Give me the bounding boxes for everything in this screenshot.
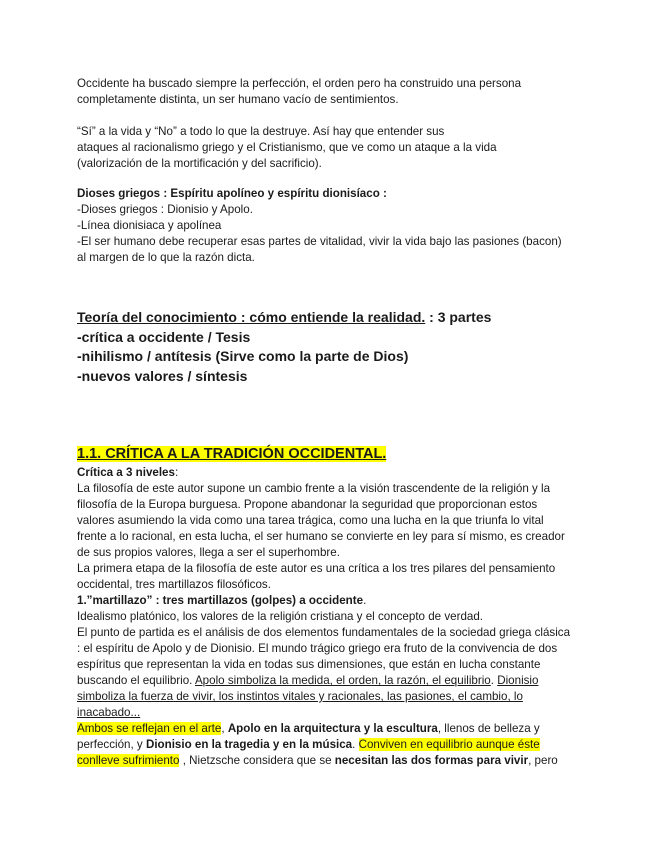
martillazo-end: . xyxy=(363,594,367,607)
text-line: completamente distinta, un ser humano vacío de sentimientos. xyxy=(77,93,399,106)
text-run: , Nietzsche considera que se xyxy=(179,754,335,767)
apolo-underlined: Apolo simboliza la medida, el orden, la razón, el equilibrio xyxy=(194,674,491,687)
martillazo-heading: 1.”martillazo” : tres martillazos (golpes) a occidente xyxy=(77,594,364,607)
text-line xyxy=(77,673,577,689)
teoria-title-line xyxy=(77,308,577,328)
text-line: -El ser humano debe recuperar esas partes de vitalidad, vivir la vida bajo las pasiones (bacon) xyxy=(77,235,562,248)
dionisio-tragedia: Dionisio en la tragedia y en la música xyxy=(145,738,353,751)
subheading-line xyxy=(77,465,577,481)
text-line: El punto de partida es el análisis de dos elementos fundamentales de la sociedad griega clásica xyxy=(77,626,571,639)
highlight-conviven: Conviven en equilibrio aunque éste xyxy=(358,738,540,751)
text-run: buscando el equilibrio. xyxy=(77,674,195,687)
text-line xyxy=(77,705,577,721)
text-line: valores asumiendo la vida como una tarea trágica, como una lucha en la que triunfa lo vital xyxy=(77,514,544,527)
text-line xyxy=(77,721,577,737)
teoria-item: -nihilismo / antítesis (Sirve como la parte de Dios) xyxy=(77,348,409,364)
teoria-title-suffix: : 3 partes xyxy=(425,309,492,325)
text-line xyxy=(77,737,577,753)
text-line: filosofía de la Europa burguesa. Propone abandonar la seguridad que proporcionan estos xyxy=(77,498,538,511)
text-run: , xyxy=(221,722,228,735)
text-line: La primera etapa de la filosofía de este autor es una crítica a los tres pilares del pensamiento xyxy=(77,562,556,575)
text-run: . xyxy=(352,738,359,751)
teoria-section xyxy=(77,308,577,386)
inacabado-underlined: inacabado... xyxy=(77,706,141,719)
text-line: “Sí” a la vida y “No” a todo lo que la destruye. Así hay que entender sus xyxy=(77,125,445,138)
dos-formas-bold: necesitan las dos formas para vivir xyxy=(334,754,529,767)
text-run: , llenos de belleza y xyxy=(437,722,540,735)
subheading: Crítica a 3 niveles xyxy=(77,466,175,479)
text-line: espíritus que representan la vida en todas sus dimensiones, que están en lucha constante xyxy=(77,658,541,671)
section-heading-wrap xyxy=(77,444,577,465)
intro-paragraph-1 xyxy=(77,76,577,108)
martillazo-line xyxy=(77,593,577,609)
dionisio-underlined: Dionisio xyxy=(497,674,539,687)
dioses-heading: Dioses griegos : Espíritu apolíneo y espíritu dionisíaco : xyxy=(77,187,387,200)
text-run: perfección, y xyxy=(77,738,146,751)
intro-paragraph-2 xyxy=(77,124,577,172)
text-line xyxy=(77,689,577,705)
section-body xyxy=(77,465,577,769)
text-line: (valorización de la mortificación y del sacrificio). xyxy=(77,157,322,170)
highlight-sufrimiento: conlleve sufrimiento xyxy=(77,754,180,767)
text-line: Occidente ha buscado siempre la perfección, el orden pero ha construido una persona xyxy=(77,77,522,90)
text-line: : el espíritu de Apolo y de Dionisio. El mundo trágico griego era fruto de la convivencia de dos xyxy=(77,642,558,655)
dionisio-desc-underlined: simboliza la fuerza de vivir, los instintos vitales y racionales, las pasiones, el cambio, lo xyxy=(77,690,523,703)
text-run: , pero xyxy=(528,754,558,767)
dioses-section xyxy=(77,186,577,266)
apolo-arquitectura: Apolo en la arquitectura y la escultura xyxy=(227,722,438,735)
teoria-title: Teoría del conocimiento : cómo entiende la realidad. xyxy=(77,309,426,325)
teoria-item: -crítica a occidente / Tesis xyxy=(77,328,251,345)
text-line: al margen de lo que la razón dicta. xyxy=(77,251,255,264)
section-heading: 1.1. CRÍTICA A LA TRADICIÓN OCCIDENTAL. xyxy=(77,446,387,462)
text-line: de sus propios valores, llega a ser el superhombre. xyxy=(77,546,340,559)
highlight-arte: Ambos se reflejan en el arte xyxy=(77,722,222,735)
text-line: La filosofía de este autor supone un cambio frente a la visión trascendente de la religión y la xyxy=(77,482,551,495)
teoria-item: -nuevos valores / síntesis xyxy=(77,367,248,384)
text-line: -Línea dionisiaca y apolínea xyxy=(77,219,222,232)
text-line: frente a lo racional, en esta lucha, el ser humano se convierte en ley para sí mismo, es creador xyxy=(77,530,565,543)
text-line xyxy=(77,753,577,769)
text-line: -Dioses griegos : Dionisio y Apolo. xyxy=(77,203,253,216)
text-run: . xyxy=(490,674,498,687)
subheading-suffix: : xyxy=(174,466,179,479)
text-line: occidental, tres martillazos filosóficos. xyxy=(77,578,271,591)
text-line: Idealismo platónico, los valores de la religión cristiana y el concepto de verdad. xyxy=(77,610,484,623)
text-line: ataques al racionalismo griego y el Cristianismo, que ve como un ataque a la vida xyxy=(77,141,497,154)
